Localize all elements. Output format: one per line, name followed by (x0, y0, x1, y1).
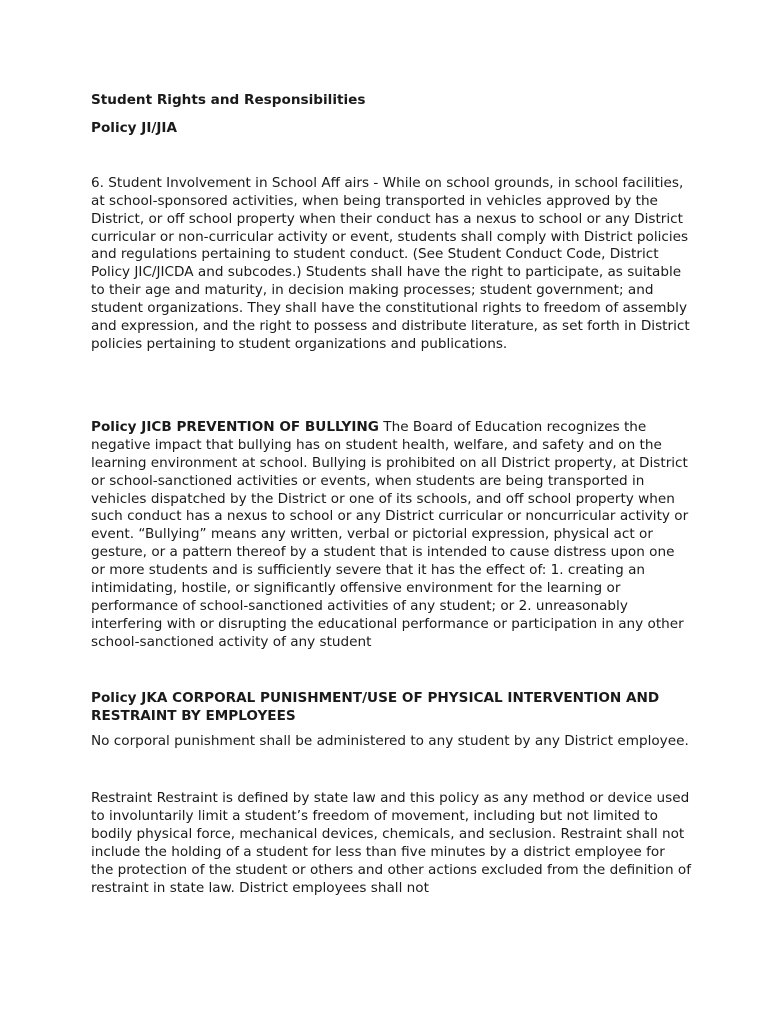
bullying-paragraph (91, 419, 691, 652)
policy-id: Policy JI/JIA (91, 119, 177, 136)
section-6-paragraph: 6. Student Involvement in School Aff airs - While on school grounds, in school facilities, at school-sponsored activities, when being transported in vehicles approved by the District, or off school property when their conduct has a nexus to school or any District curricular or non-curricular activity or event, students shall comply with District policies and regulations pertaining to student conduct. (See Student Conduct Code, District Policy JIC/JICDA and subcodes.) Students shall have the right to participate, as suitable to their age and maturity, in decision making processes; student government; and student organizations. They shall have the constitutional rights to freedom of assembly and expression, and the right to possess and distribute literature, as set forth in District policies pertaining to student organizations and publications. (91, 174, 690, 352)
jka-paragraph: No corporal punishment shall be administered to any student by any District employee. (91, 733, 689, 750)
document-title: Student Rights and Responsibilities (91, 92, 366, 108)
document-page (91, 92, 691, 898)
jka-heading: Policy JKA CORPORAL PUNISHMENT/USE OF PHYSICAL INTERVENTION AND RESTRAINT BY EMPLOYEES (91, 689, 660, 724)
bullying-heading: Policy JICB PREVENTION OF BULLYING (91, 418, 379, 435)
bullying-text: The Board of Education recognizes the negative impact that bullying has on student health, welfare, and safety and on the learning environment at school. Bullying is prohibited on all District property, at District or school-sanctioned activities or events, when students are being transported in vehicles dispatched by the District or one of its schools, and off school property when such conduct has a nexus to school or any District curricular or noncurricular activity or event. “Bullying” means any written, verbal or pictorial expression, physical act or gesture, or a pattern thereof by a student that is intended to cause distress upon one or more students and is sufficiently severe that it has the effect of: 1. creating an intimidating, hostile, or significantly offensive environment for the learning or performance of school-sanctioned activities of any student; or 2. unreasonably interfering with or disrupting the educational performance or participation in any other school-sanctioned activity of any student (91, 418, 689, 650)
restraint-paragraph: Restraint Restraint is defined by state law and this policy as any method or device used to involuntarily limit a student’s freedom of movement, including but not limited to bodily physical force, mechanical devices, chemicals, and seclusion. Restraint shall not include the holding of a student for less than five minutes by a district employee for the protection of the student or others and other actions excluded from the definition of restraint in state law. District employees shall not (91, 790, 691, 896)
